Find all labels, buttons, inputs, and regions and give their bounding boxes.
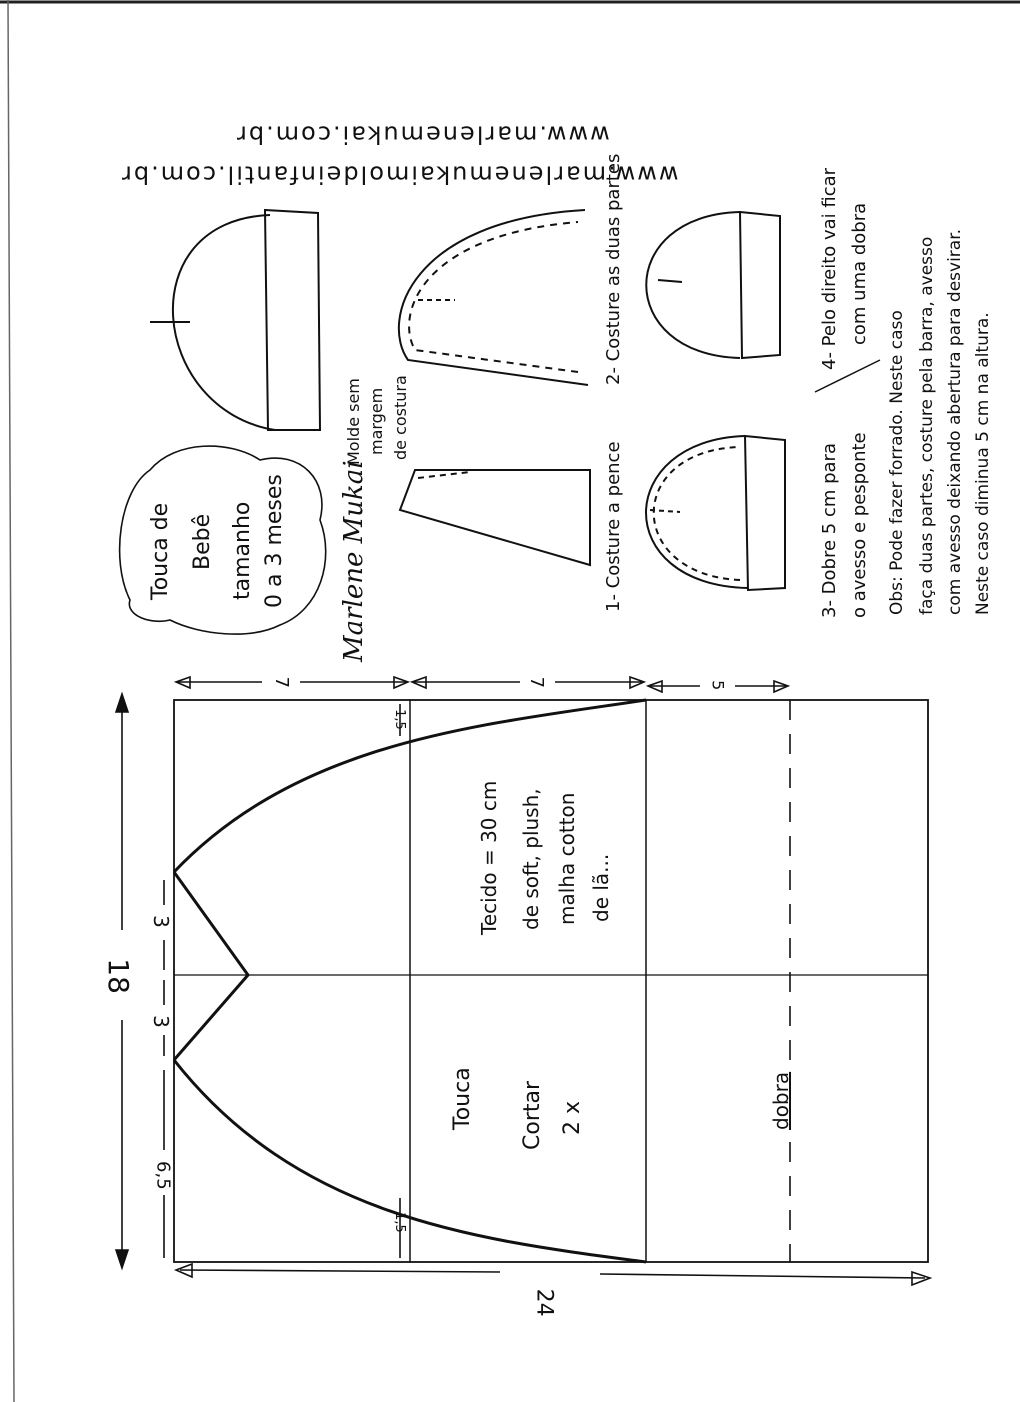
scan-edge-left [8,0,14,1402]
dim-dart-right: 3 [148,1015,173,1028]
url-marlenemukai[interactable]: www.marlenemukai.com.br [235,120,610,149]
fabric-line-4: de lã... [589,853,613,922]
step-4-line-1: 4- Pelo direito vai ficar [819,167,840,370]
url-marlenemukai-moldeinfantil[interactable]: www.marlenemukaimoldeinfantil.com.br [120,160,679,189]
piece-cut: Cortar [520,1080,545,1150]
dim-total-width: 24 [531,1288,557,1317]
dim-side: 6,5 [152,1161,174,1190]
dart [174,872,248,1060]
fabric-line-2: de soft, plush, [519,788,543,930]
title-line-3: tamanho [230,501,255,600]
step1-dart-piece [400,470,590,565]
finished-hat-brim [265,210,320,430]
step-3-line-1: 3- Dobre 5 cm para [819,443,840,618]
dim-seg-3: 5 [708,680,728,691]
obs-line-4: Neste caso diminua 5 cm na altura. [973,312,993,615]
note-no-seam-2: margem [367,387,386,455]
step4-hat [646,212,740,358]
dim-seg-1: 7 [271,676,293,689]
pattern-outline [174,700,928,1262]
title-line-4: 0 a 3 meses [262,474,287,608]
obs-line-2: faça duas partes, costure pela barra, avesso [917,236,937,615]
piece-qty: 2 x [560,1100,585,1135]
step-2: 2- Costure as duas partes [603,153,624,385]
step-3-line-2: o avesso e pesponte [849,432,870,618]
signature: Marlene Mukai [339,460,369,662]
title-line-1: Touca de [148,502,173,600]
note-no-seam-1: Molde sem [344,378,363,465]
step3-hat [646,436,748,588]
obs-line-1: Obs: Pode fazer forrado. Neste caso [887,310,907,615]
title-line-2: Bebê [190,513,215,570]
dim-dart-left: 3 [148,915,173,928]
note-no-seam-3: de costura [391,375,410,460]
step-1: 1- Costure a pence [603,441,624,612]
piece-fold: dobra [769,1071,793,1130]
dim-seg-2: 7 [526,676,548,689]
fabric-line-1: Tecido = 30 cm [477,780,501,935]
dim-curve-offset-a: 1,5 [391,709,407,730]
step-4-line-2: com uma dobra [849,202,870,345]
dim-curve-offset-b: 1,5 [391,1212,407,1233]
pattern-piece [174,700,928,1262]
fabric-line-3: malha cotton [555,792,579,925]
piece-name: Touca [450,1067,475,1130]
step2-hat [399,210,588,385]
dim-total-height: 18 [101,958,135,994]
obs-line-3: com avesso deixando abertura para desvirar. [945,228,965,615]
dimension-lines [116,677,930,1285]
